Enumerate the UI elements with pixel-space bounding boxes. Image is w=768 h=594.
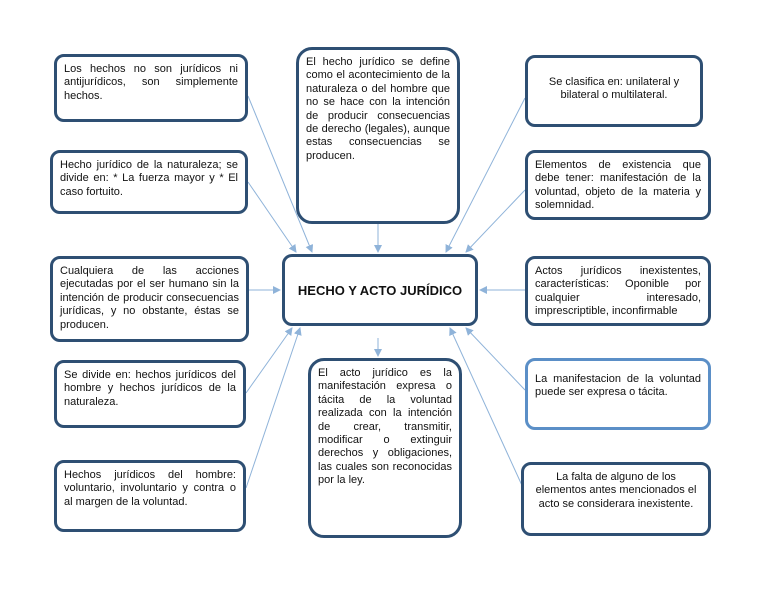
connector: [246, 328, 300, 488]
node-left-4: [54, 360, 246, 428]
node-right-2: [525, 150, 711, 220]
central-topic-label: HECHO Y ACTO JURÍDICO: [297, 282, 463, 298]
node-bottom: [308, 358, 462, 538]
node-text: El hecho jurídico se define como el acontecimiento de la naturaleza o del hombre que no se hace con la intención de producir consecuencias de derecho (legales), aunque estas consecuencias se producen.: [306, 56, 450, 162]
central-topic: [282, 254, 478, 326]
connector: [248, 182, 296, 252]
node-text: Cualquiera de las acciones ejecutadas por el ser humano sin la intención de producir consecuencias jurídicas, y no obstante, éstas se producen.: [60, 265, 239, 331]
node-left-2: [50, 150, 248, 214]
node-text: Actos jurídicos inexistentes, características: Oponible por cualquier interesado, imprescriptible, inconfirmable: [535, 265, 701, 318]
node-text: Se divide en: hechos jurídicos del hombre y hechos jurídicos de la naturaleza.: [64, 369, 236, 408]
node-left-3: [50, 256, 249, 342]
node-text: Hecho jurídico de la naturaleza; se divide en: * La fuerza mayor y * El caso fortuito.: [60, 159, 238, 198]
node-right-1: [525, 55, 703, 127]
node-text: El acto jurídico es la manifestación expresa o tácita de la voluntad realizada con la intención de crear, transmitir, modificar o extinguir derechos y obligaciones, las cuales son reconocidas por la ley.: [318, 367, 452, 487]
node-left-1: [54, 54, 248, 122]
node-right-3: [525, 256, 711, 326]
node-text: La manifestacion de la voluntad puede ser expresa o tácita.: [535, 373, 701, 399]
node-text: Hechos jurídicos del hombre: voluntario, involuntario y contra o al margen de la voluntad.: [64, 469, 236, 508]
node-top: [296, 47, 460, 224]
node-left-5: [54, 460, 246, 532]
node-text: La falta de alguno de los elementos antes mencionados el acto se considerara inexistente.: [535, 471, 697, 510]
node-text: Los hechos no son jurídicos ni antijurídicos, son simplemente hechos.: [64, 63, 238, 102]
node-right-4: [525, 358, 711, 430]
node-text: Se clasifica en: unilateral y bilateral o multilateral.: [548, 76, 680, 102]
connector: [466, 328, 525, 390]
connector: [466, 190, 525, 252]
node-right-5: [521, 462, 711, 536]
connector: [246, 328, 292, 393]
node-text: Elementos de existencia que debe tener: manifestación de la voluntad, objeto de la materia y solemnidad.: [535, 159, 701, 212]
